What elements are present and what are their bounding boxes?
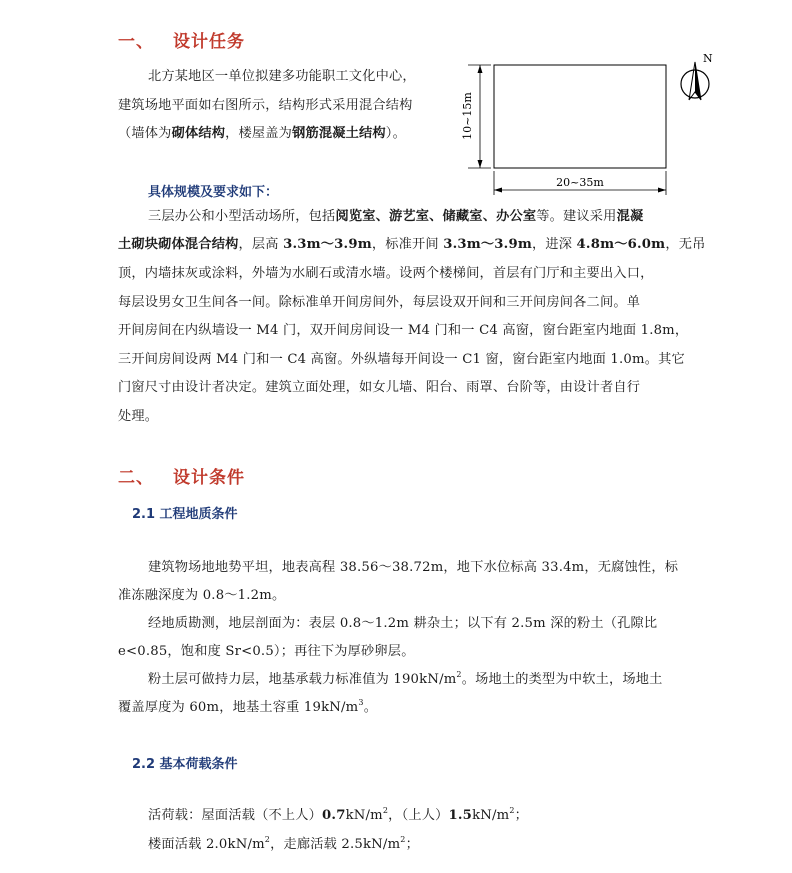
geology-line-3: 经地质勘测，地层剖面为：表层 0.8～1.2m 耕杂土；以下有 2.5m 深的粉土（孔隙比 xyxy=(148,616,658,631)
geology-line-2: 准冻融深度为 0.8～1.2m。 xyxy=(118,588,286,603)
load-heading: 2.2 基本荷载条件 xyxy=(132,757,238,772)
north-arrow-icon xyxy=(681,52,713,100)
geology-line-5: 粉土层可做持力层，地基承载力标准值为 $190kN/m^2$。场地土的类型为中软土，场地土 xyxy=(148,670,663,687)
paragraph-line-8: 处理。 xyxy=(118,409,159,424)
section-title: 设计任务 xyxy=(173,32,245,52)
geology-line-1: 建筑物场地地势平坦，地表高程 38.56～38.72m，地下水位标高 33.4m，无腐蚀性，标 xyxy=(148,560,679,575)
paragraph-line-7: 门窗尺寸由设计者决定。建筑立面处理，如女儿墙、阳台、雨罩、台阶等，由设计者自行 xyxy=(118,380,641,395)
intro-line-1: 北方某地区一单位拟建多功能职工文化中心， xyxy=(148,69,416,84)
intro-line-3: （墙体为砌体结构，楼屋盖为钢筋混凝土结构）。 xyxy=(118,126,406,141)
site-boundary xyxy=(494,65,666,168)
geology-line-6: 覆盖厚度为 60m，地基土容重 $19kN/m^3$。 xyxy=(118,698,378,715)
scale-requirements-heading: 具体规模及要求如下： xyxy=(148,185,279,200)
load-line-2: 楼面活载 $2.0kN/m^2$，走廊活载 $2.5kN/m^2$； xyxy=(148,835,419,852)
section-number: 二、 xyxy=(118,468,154,488)
site-plan-diagram xyxy=(458,40,713,200)
height-dimension-label: 10~15m xyxy=(461,92,474,140)
paragraph-line-1: 三层办公和小型活动场所，包括阅览室、游艺室、储藏室、办公室等。建议采用混凝 xyxy=(148,209,644,224)
geology-heading: 2.1 工程地质条件 xyxy=(132,507,238,522)
width-dimension-label: 20~35m xyxy=(556,176,604,189)
north-label: N xyxy=(703,52,713,65)
paragraph-line-2: 土砌块砌体混合结构，层高 3.3m～3.9m，标准开间 3.3m～3.9m，进深 4.8m～6.0m，无吊 xyxy=(118,237,706,252)
geology-line-4: e<0.85，饱和度 Sr<0.5）；再往下为厚砂卵层。 xyxy=(118,644,415,659)
paragraph-line-6: 三开间房间设两 M4 门和一 C4 高窗。外纵墙每开间设一 C1 窗，窗台距室内地面 1.0m。其它 xyxy=(118,352,685,367)
paragraph-line-5: 开间房间在内纵墙设一 M4 门，双开间房间设一 M4 门和一 C4 高窗，窗台距室内地面 1.8m， xyxy=(118,323,689,338)
intro-line-2: 建筑场地平面如右图所示，结构形式采用混合结构 xyxy=(118,98,413,113)
section-1-heading xyxy=(118,27,245,52)
load-line-1: 活荷载：屋面活载（不上人）$0.7kN/m^2$，（上人）$1.5kN/m^2$； xyxy=(148,806,529,823)
paragraph-line-3: 顶，内墙抹灰或涂料，外墙为水刷石或清水墙。设两个楼梯间，首层有门厅和主要出入口， xyxy=(118,266,654,281)
paragraph-line-4: 每层设男女卫生间各一间。除标准单开间房间外，每层设双开间和三开间房间各二间。单 xyxy=(118,295,641,310)
section-number: 一、 xyxy=(118,32,154,52)
section-2-heading xyxy=(118,463,245,488)
section-title: 设计条件 xyxy=(173,468,245,488)
